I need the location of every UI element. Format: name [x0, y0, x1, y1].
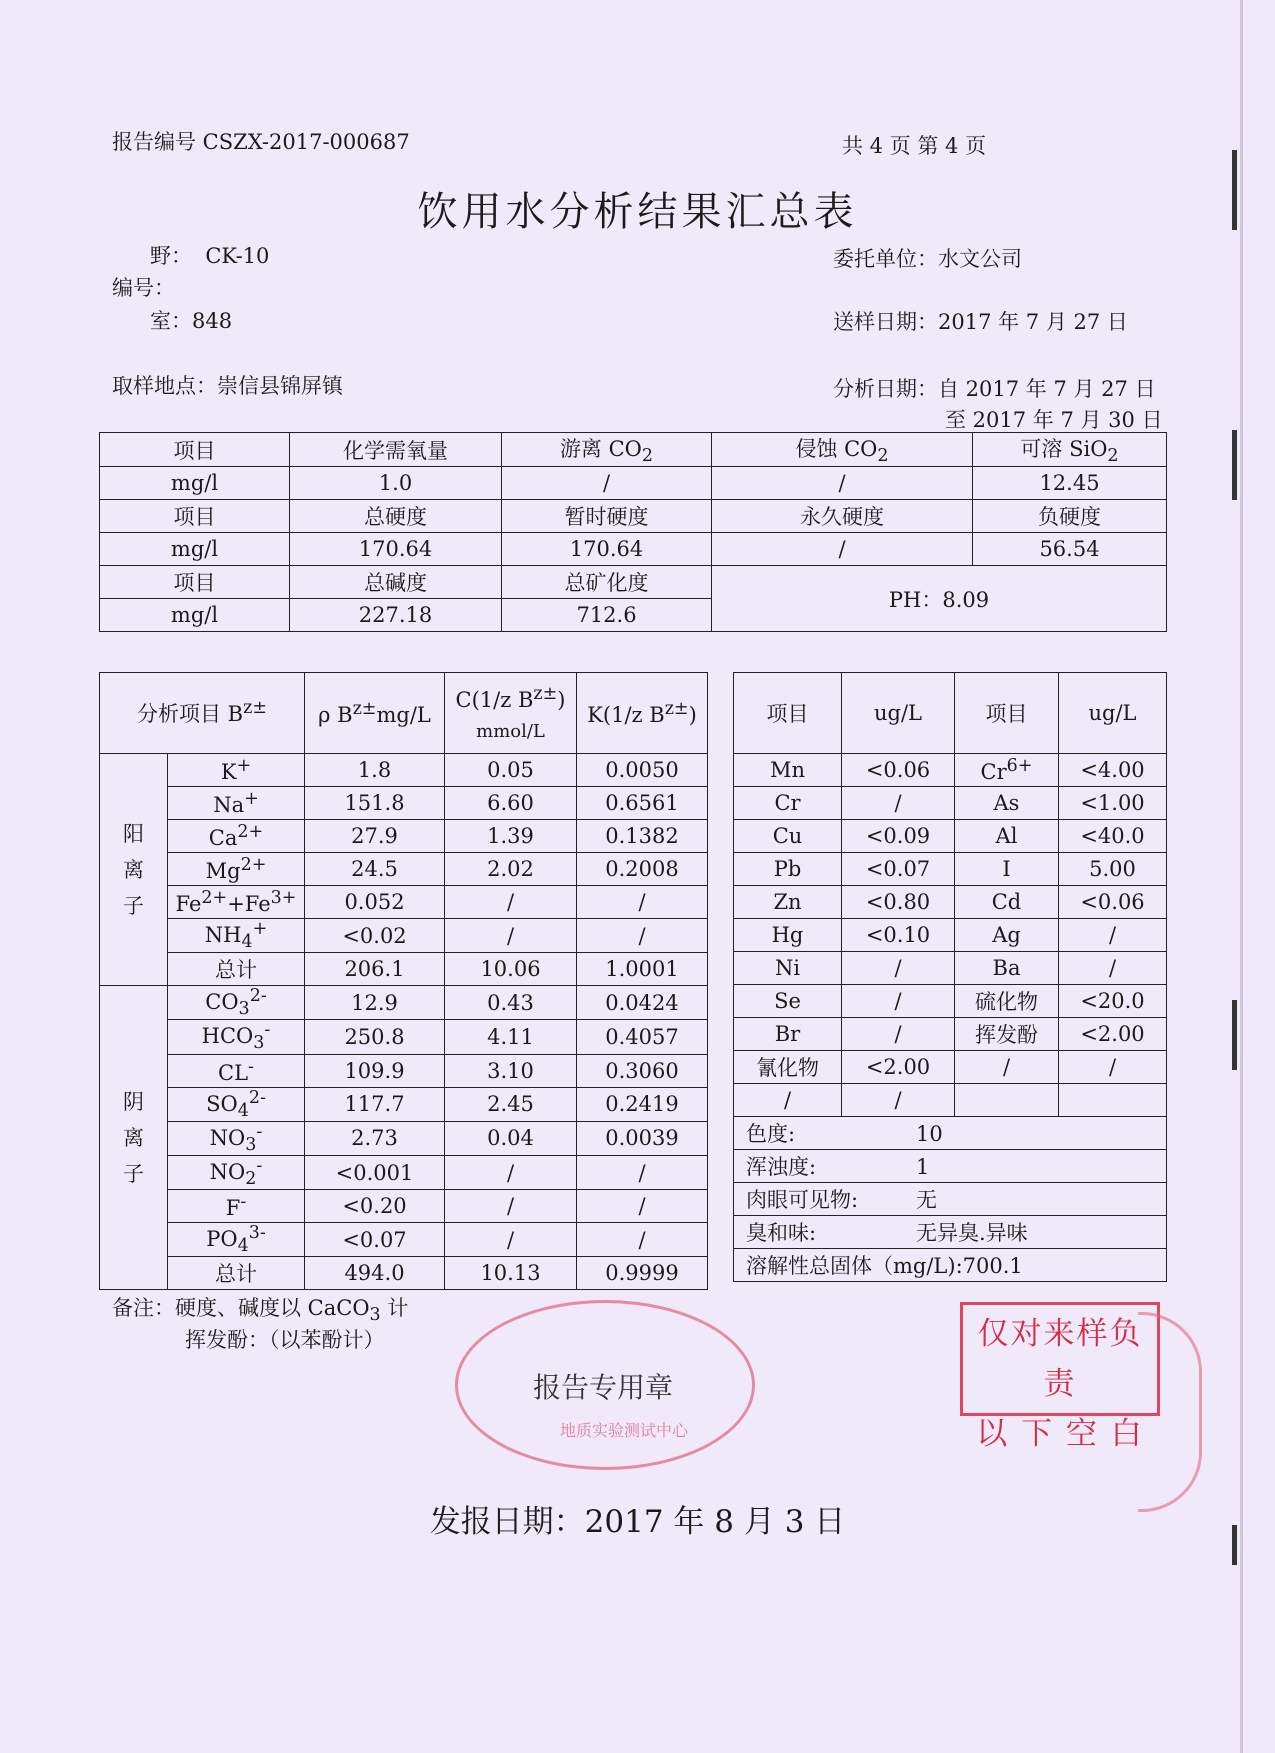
table-cell: 暂时硬度 — [502, 500, 712, 533]
concentration-mmol: 10.13 — [445, 1257, 577, 1290]
equivalent-fraction: / — [577, 1223, 708, 1257]
issue-date: 发报日期：2017 年 8 月 3 日 — [429, 1504, 846, 1540]
table-row — [100, 533, 1167, 566]
element-value: <2.00 — [1059, 1018, 1167, 1051]
ion-name: 总计 — [168, 953, 305, 986]
table-row — [734, 1183, 1167, 1216]
table-header-row — [100, 673, 708, 754]
table-row — [734, 754, 1167, 787]
element-name: 硫化物 — [955, 985, 1059, 1018]
table-cell: 1.0 — [290, 467, 502, 500]
element-name: Al — [955, 820, 1059, 853]
table-cell: 712.6 — [502, 599, 712, 632]
table-row — [100, 500, 1167, 533]
table-row — [100, 953, 708, 986]
table-cell: 总硬度 — [290, 500, 502, 533]
concentration-mg: <0.02 — [305, 919, 445, 953]
concentration-mmol: 0.04 — [445, 1121, 577, 1155]
summary-table — [99, 432, 1167, 632]
trace-element-table — [733, 672, 1167, 1282]
element-name: Pb — [734, 853, 842, 886]
equivalent-fraction: 0.4057 — [577, 1020, 708, 1054]
table-cell: 侵蚀 $CO_2$ — [712, 433, 973, 467]
ion-name: Na+ — [168, 787, 305, 820]
table-cell: 170.64 — [290, 533, 502, 566]
ion-name: F- — [168, 1190, 305, 1223]
equivalent-fraction: 0.0039 — [577, 1121, 708, 1155]
concentration-mmol: 10.06 — [445, 953, 577, 986]
table-cell: 总矿化度 — [502, 566, 712, 599]
equivalent-fraction: 0.0050 — [577, 754, 708, 787]
concentration-mg: 206.1 — [305, 953, 445, 986]
concentration-mmol: 3.10 — [445, 1054, 577, 1087]
concentration-mg: <0.20 — [305, 1190, 445, 1223]
sample-only-stamp: 仅对来样负责 以 下 空 白 — [960, 1302, 1160, 1416]
ion-name: $NH_4^+$ — [168, 919, 305, 953]
property-row — [734, 1150, 1167, 1183]
table-row — [734, 1117, 1167, 1150]
element-value: <0.10 — [842, 919, 955, 952]
concentration-mmol: 2.02 — [445, 853, 577, 886]
table-cell: 12.45 — [973, 467, 1167, 500]
equivalent-fraction: 0.1382 — [577, 820, 708, 853]
equivalent-fraction: 0.2008 — [577, 853, 708, 886]
property-row — [734, 1117, 1167, 1150]
equivalent-fraction: / — [577, 1190, 708, 1223]
report-seal-label: 报告专用章 — [533, 1371, 674, 1404]
element-name: Se — [734, 985, 842, 1018]
ion-name: 总计 — [168, 1257, 305, 1290]
element-name: Ni — [734, 952, 842, 985]
table-row — [100, 1190, 708, 1223]
element-name: I — [955, 853, 1059, 886]
equivalent-fraction: 0.3060 — [577, 1054, 708, 1087]
anion-group-label: 阴 离 子 — [100, 986, 168, 1290]
table-row — [100, 1087, 708, 1121]
concentration-mg: 2.73 — [305, 1121, 445, 1155]
element-value: <2.00 — [842, 1051, 955, 1084]
element-name — [955, 1084, 1059, 1117]
table-cell: mg/l — [100, 533, 290, 566]
column-header: 项目 — [734, 673, 842, 754]
column-header: ug/L — [842, 673, 955, 754]
property-row — [734, 1183, 1167, 1216]
property-label: 色度: — [746, 1122, 796, 1146]
element-name: Ag — [955, 919, 1059, 952]
table-row — [100, 566, 1167, 599]
element-name: Hg — [734, 919, 842, 952]
column-header: ρ $B^{z\pm}mg/L$ — [305, 673, 445, 754]
table-row — [100, 787, 708, 820]
ion-name: $SO_4^{2-}$ — [168, 1087, 305, 1121]
concentration-mg: 0.052 — [305, 886, 445, 919]
concentration-mmol: 1.39 — [445, 820, 577, 853]
element-name: Zn — [734, 886, 842, 919]
property-row — [734, 1249, 1167, 1282]
concentration-mg: 12.9 — [305, 986, 445, 1020]
element-value: <40.0 — [1059, 820, 1167, 853]
equivalent-fraction: 1.0001 — [577, 953, 708, 986]
report-seal-text: 地质实验测试中心 — [560, 1421, 689, 1440]
concentration-mmol: 0.43 — [445, 986, 577, 1020]
property-value: 无异臭.异味 — [916, 1221, 1028, 1245]
paper-edge — [1240, 0, 1243, 1753]
concentration-mg: 1.8 — [305, 754, 445, 787]
element-name: / — [734, 1084, 842, 1117]
ion-name: $CO_3^{2-}$ — [168, 986, 305, 1020]
element-value: <0.06 — [1059, 886, 1167, 919]
concentration-mmol: / — [445, 1223, 577, 1257]
table-cell: 永久硬度 — [712, 500, 973, 533]
ion-name: $Fe^{2+}+Fe^{3+}$ — [168, 886, 305, 919]
concentration-mg: 151.8 — [305, 787, 445, 820]
table-row — [100, 754, 708, 787]
equivalent-fraction: / — [577, 1155, 708, 1189]
table-row — [100, 919, 708, 953]
table-cell: 项目 — [100, 566, 290, 599]
paper-edge-mark — [1232, 1000, 1237, 1070]
element-name: Ba — [955, 952, 1059, 985]
concentration-mg: <0.07 — [305, 1223, 445, 1257]
element-name: Cu — [734, 820, 842, 853]
table-row — [734, 787, 1167, 820]
client-unit: 委托单位：水文公司 — [833, 247, 1022, 271]
element-value: <0.80 — [842, 886, 955, 919]
cation-group-label: 阳 离 子 — [100, 754, 168, 986]
element-value: <4.00 — [1059, 754, 1167, 787]
table-row — [100, 986, 708, 1020]
field-number: CK-10 — [205, 244, 270, 268]
table-cell: 56.54 — [973, 533, 1167, 566]
element-value: / — [1059, 919, 1167, 952]
table-row — [734, 1051, 1167, 1084]
table-row — [734, 1150, 1167, 1183]
table-row — [100, 1054, 708, 1087]
property-value: 无 — [916, 1188, 937, 1212]
table-cell: 项目 — [100, 500, 290, 533]
concentration-mmol: / — [445, 1190, 577, 1223]
property-label: 溶解性总固体（mg/L): — [746, 1254, 963, 1278]
element-value: <1.00 — [1059, 787, 1167, 820]
analysis-date-to: 至 2017 年 7 月 30 日 — [945, 408, 1163, 432]
concentration-mg: 24.5 — [305, 853, 445, 886]
ion-name: $NO_3^-$ — [168, 1121, 305, 1155]
table-cell: 总碱度 — [290, 566, 502, 599]
concentration-mmol: 0.05 — [445, 754, 577, 787]
concentration-mg: 250.8 — [305, 1020, 445, 1054]
column-header: K(1/z $B^{z\pm}$) — [577, 673, 708, 754]
lab-number: 848 — [192, 309, 233, 333]
element-value: / — [842, 952, 955, 985]
ion-table — [99, 672, 708, 1290]
table-row — [734, 1216, 1167, 1249]
table-row — [734, 985, 1167, 1018]
table-row — [734, 1018, 1167, 1051]
ion-name: $HCO_3^-$ — [168, 1020, 305, 1054]
table-cell: 项目 — [100, 433, 290, 467]
column-header: 项目 — [955, 673, 1059, 754]
table-row — [100, 1121, 708, 1155]
table-cell: mg/l — [100, 599, 290, 632]
table-cell: 170.64 — [502, 533, 712, 566]
concentration-mmol: 6.60 — [445, 787, 577, 820]
concentration-mmol: / — [445, 1155, 577, 1189]
concentration-mmol: / — [445, 919, 577, 953]
property-label: 浑浊度: — [746, 1155, 817, 1179]
table-cell: mg/l — [100, 467, 290, 500]
table-row — [100, 433, 1167, 467]
table-row — [734, 1249, 1167, 1282]
property-value: 700.1 — [962, 1254, 1023, 1278]
concentration-mg: 109.9 — [305, 1054, 445, 1087]
equivalent-fraction: / — [577, 919, 708, 953]
paper-edge-mark — [1232, 430, 1237, 500]
sample-sent-date: 送样日期：2017 年 7 月 27 日 — [833, 310, 1128, 334]
ion-name: $NO_2^-$ — [168, 1155, 305, 1189]
equivalent-fraction: 0.6561 — [577, 787, 708, 820]
partial-seal-stamp — [1138, 1312, 1202, 1512]
report-number: 报告编号 CSZX-2017-000687 — [112, 130, 410, 154]
property-value: 10 — [916, 1122, 943, 1146]
table-cell: 游离 $CO_2$ — [502, 433, 712, 467]
element-value — [1059, 1084, 1167, 1117]
element-name: Br — [734, 1018, 842, 1051]
element-name: Mn — [734, 754, 842, 787]
element-value: <20.0 — [1059, 985, 1167, 1018]
table-cell: 化学需氧量 — [290, 433, 502, 467]
column-header: C(1/z $B^{z\pm}$) mmol/L — [445, 673, 577, 754]
element-value: / — [842, 787, 955, 820]
element-name: 挥发酚 — [955, 1018, 1059, 1051]
ion-name: $Mg^{2+}$ — [168, 853, 305, 886]
element-value: <0.09 — [842, 820, 955, 853]
element-value: / — [842, 1084, 955, 1117]
element-value: <0.07 — [842, 853, 955, 886]
concentration-mg: 27.9 — [305, 820, 445, 853]
table-row — [734, 1084, 1167, 1117]
concentration-mmol: 4.11 — [445, 1020, 577, 1054]
element-name: / — [955, 1051, 1059, 1084]
element-value: <0.06 — [842, 754, 955, 787]
concentration-mg: 117.7 — [305, 1087, 445, 1121]
table-row — [100, 467, 1167, 500]
table-cell: 可溶 SiO$_2$ — [973, 433, 1167, 467]
table-row — [100, 853, 708, 886]
property-value: 1 — [916, 1155, 930, 1179]
element-value: / — [1059, 1051, 1167, 1084]
table-row — [734, 820, 1167, 853]
table-cell: 227.18 — [290, 599, 502, 632]
element-name: Cd — [955, 886, 1059, 919]
table-row — [734, 919, 1167, 952]
table-header-row — [734, 673, 1167, 754]
ion-name: $Ca^{2+}$ — [168, 820, 305, 853]
equivalent-fraction: / — [577, 886, 708, 919]
concentration-mmol: 2.45 — [445, 1087, 577, 1121]
element-name: Cr — [734, 787, 842, 820]
number-label: 编号： — [112, 276, 175, 300]
note-volatile-phenol: 挥发酚：（以苯酚计） — [185, 1328, 385, 1352]
document-title: 饮用水分析结果汇总表 — [417, 189, 858, 235]
equivalent-fraction: 0.0424 — [577, 986, 708, 1020]
table-row — [100, 1155, 708, 1189]
ion-name: CL- — [168, 1054, 305, 1087]
column-header: 分析项目 $B^{z\pm}$ — [100, 673, 305, 754]
ion-name: K+ — [168, 754, 305, 787]
table-cell: / — [502, 467, 712, 500]
analysis-date-from: 分析日期：自 2017 年 7 月 27 日 — [833, 377, 1156, 401]
property-label: 肉眼可见物: — [746, 1188, 859, 1212]
element-value: / — [842, 985, 955, 1018]
table-row — [100, 1020, 708, 1054]
table-cell: / — [712, 533, 973, 566]
property-row — [734, 1216, 1167, 1249]
table-cell: / — [712, 467, 973, 500]
page-count: 共 4 页 第 4 页 — [842, 134, 987, 158]
equivalent-fraction: 0.9999 — [577, 1257, 708, 1290]
sampling-site: 取样地点：崇信县锦屏镇 — [112, 374, 343, 398]
field-label: 野： CK-10 — [150, 244, 270, 268]
concentration-mg: <0.001 — [305, 1155, 445, 1189]
element-value: / — [842, 1018, 955, 1051]
table-row — [100, 1223, 708, 1257]
equivalent-fraction: 0.2419 — [577, 1087, 708, 1121]
table-row — [734, 853, 1167, 886]
concentration-mg: 494.0 — [305, 1257, 445, 1290]
column-header: ug/L — [1059, 673, 1167, 754]
ph-value: PH：8.09 — [712, 566, 1167, 632]
table-row — [100, 820, 708, 853]
table-row — [100, 886, 708, 919]
element-name: $Cr^{6+}$ — [955, 754, 1059, 787]
element-value: 5.00 — [1059, 853, 1167, 886]
element-name: 氰化物 — [734, 1051, 842, 1084]
table-row — [100, 1257, 708, 1290]
element-value: / — [1059, 952, 1167, 985]
table-cell: 负硬度 — [973, 500, 1167, 533]
note-hardness: 备注：硬度、碱度以 CaCO$_3$ 计 — [112, 1296, 409, 1326]
concentration-mmol: / — [445, 886, 577, 919]
ion-name: $PO_4^{3-}$ — [168, 1223, 305, 1257]
property-label: 臭和味: — [746, 1221, 817, 1245]
table-row — [734, 952, 1167, 985]
table-row — [734, 886, 1167, 919]
element-name: As — [955, 787, 1059, 820]
lab-label: 室：848 — [150, 309, 233, 333]
